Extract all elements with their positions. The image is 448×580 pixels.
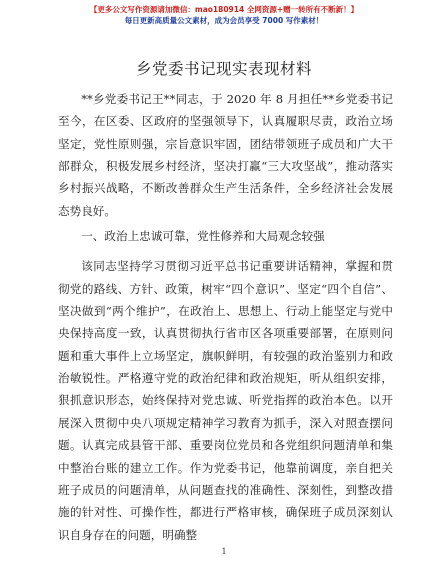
page-number: 1 (221, 547, 227, 556)
intro-paragraph: **乡党委书记王**同志，于 2020 年 8 月担任**乡党委书记至今，在区委、区政府的坚强领导下，认真履职尽责，政治立场坚定，党性原则强，宗旨意识牢固，团结带领班子成员和广大干部群众，积极发展乡村经济，坚决打赢“三大攻坚战”，推动落实乡村振兴战略，不断改善群众生产生活条件，全乡经济社会发展态势良好。 (58, 92, 393, 218)
body-paragraph: 该同志坚持学习贯彻习近平总书记重要讲话精神，掌握和贯彻党的路线、方针、政策，树牢“四个意识”、坚定“四个自信”、坚决做到“两个维护”，在政治上、思想上、行动上能坚定与党中央保持高度一致，认真贯彻执行省市区各项重要部署，在原则问题和重大事件上立场坚定，旗帜鲜明，有较强的政治鉴别力和政治敏锐性。严格遵守党的政治纪律和政治规矩，听从组织安排，狠抓意识形态，始终保持对党忠诚、听党指挥的政治本色。以开展深入贯彻中央八项规定精神学习教育为抓手，深入对照查摆问题。认真完成县管干部、重要岗位党员和各党组织问题清单和集中整治台账的建立工作。作为党委书记，他靠前调度，亲自把关班子成员的问题清单，从问题查找的准确性、深刻性，到整改措施的针对性、可操作性，都进行严格审核，确保班子成员深刻认识自身存在的问题，明确整 (58, 259, 393, 542)
banner-line-1: 【更多公文写作资源请加微信：mao180914 全网资源+赠一转所有不断新！】 (89, 5, 359, 14)
banner-line-2: 每日更新高质量公文素材，成为会员享受 7000 写作素材！ (124, 16, 324, 25)
section-heading: 一、政治上忠诚可靠，党性修养和大局观念较强 (81, 229, 325, 244)
header-banner (0, 4, 448, 26)
document-title: 乡党委书记现实表现材料 (135, 60, 312, 78)
document-body (58, 88, 393, 546)
